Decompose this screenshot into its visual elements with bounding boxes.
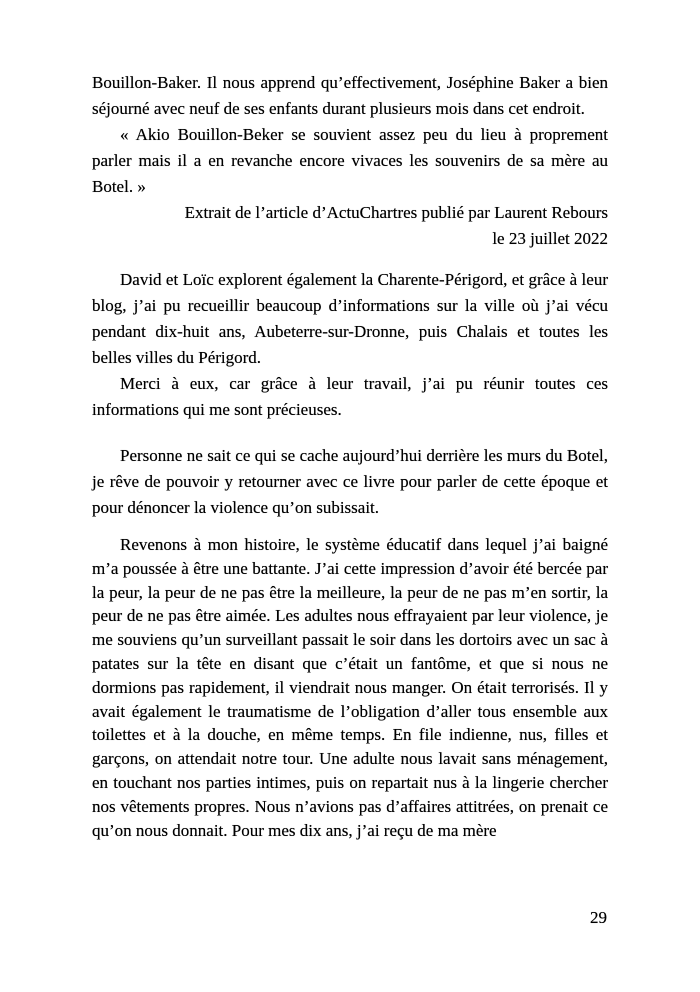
page-text [92, 70, 608, 842]
attribution-line-1: Extrait de l’article d’ActuChartres publié par Laurent Rebours [184, 203, 608, 222]
paragraph-personne: Personne ne sait ce qui se cache aujourd’hui derrière les murs du Botel, je rêve de pouvoir y retourner avec ce livre pour parler de cette époque et pour dénoncer la violence qu’on subissait. [92, 446, 608, 517]
paragraph-continuation: Bouillon-Baker. Il nous apprend qu’effectivement, Joséphine Baker a bien séjourné avec neuf de ses enfants durant plusieurs mois dans cet endroit. [92, 73, 608, 118]
paragraph-revenons: Revenons à mon histoire, le système éducatif dans lequel j’ai baigné m’a poussée à être une battante. J’ai cette impression d’avoir été bercée par la peur, la peur de ne pas être la meilleure, la peur de ne pas m’en sortir, la peur de ne pas être aimée. Les adultes nous effrayaient par leur violence, je me souviens qu’un surveillant passait le soir dans les dortoirs avec un sac à patates sur la tête en disant que c’était un fantôme, et que si nous ne dormions pas rapidement, il viendrait nous manger. On était terrorisés. Il y avait également le traumatisme de l’obligation d’aller tous ensemble aux toilettes et à la douche, en même temps. En file indienne, nus, filles et garçons, on attendait notre tour. Une adulte nous lavait sans ménagement, en touchant nos parties intimes, puis on repartait nus à la lingerie chercher nos vêtements propres. Nous n’avions pas d’affaires attitrées, on prenait ce qu’on nous donnait. Pour mes dix ans, j’ai reçu de ma mère [92, 535, 608, 840]
page-number: 29 [590, 908, 607, 927]
paragraph-merci: Merci à eux, car grâce à leur travail, j’ai pu réunir toutes ces informations qui me sont précieuses. [92, 374, 608, 419]
attribution [92, 200, 608, 252]
paragraph-quote: « Akio Bouillon-Beker se souvient assez peu du lieu à proprement parler mais il a en revanche encore vivaces les souvenirs de sa mère au Botel. » [92, 125, 608, 196]
section-gap [92, 423, 608, 443]
attribution-line-2: le 23 juillet 2022 [492, 229, 608, 248]
section-gap [92, 521, 608, 533]
paragraph-david: David et Loïc explorent également la Charente-Périgord, et grâce à leur blog, j’ai pu recueillir beaucoup d’informations sur la ville où j’ai vécu pendant dix-huit ans, Aubeterre-sur-Dronne, puis Chalais et toutes les belles villes du Périgord. [92, 270, 608, 367]
section-gap [92, 252, 608, 267]
